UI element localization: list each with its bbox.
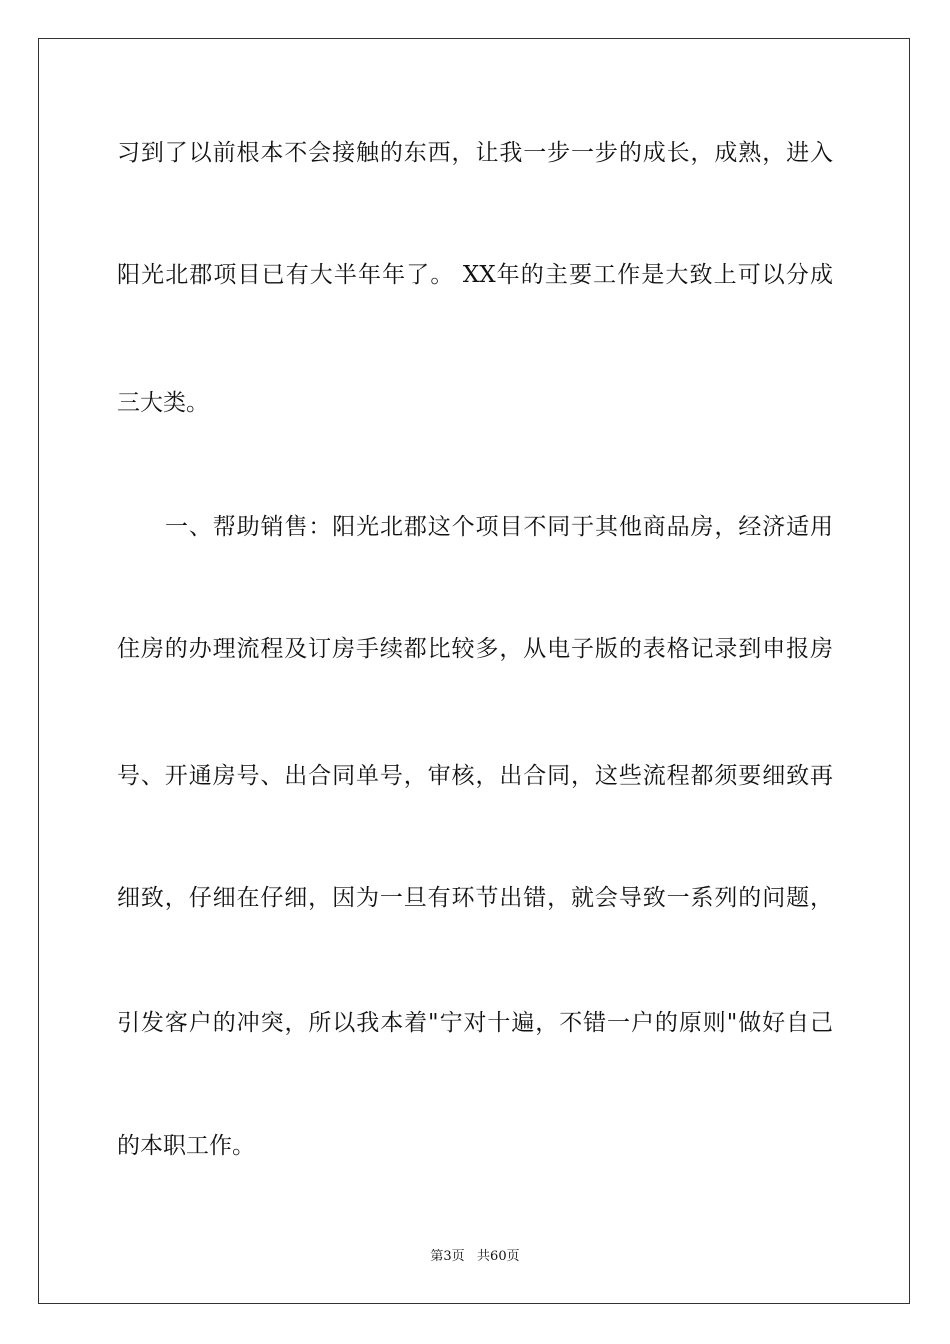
text-line: 的本职工作。 xyxy=(117,1133,255,1159)
text-line: 号、开通房号、出合同单号，审核，出合同，这些流程都须要细致再 xyxy=(117,763,833,789)
text-line: 一、帮助销售：阳光北郡这个项目不同于其他商品房，经济适用 xyxy=(165,514,833,540)
text-line: 三大类。 xyxy=(117,390,209,416)
text-line: 习到了以前根本不会接触的东西，让我一步一步的成长，成熟，进入 xyxy=(117,140,833,166)
text-line: 阳光北郡项目已有大半年年了。 XX年的主要工作是大致上可以分成 xyxy=(117,262,833,288)
text-line: 住房的办理流程及订房手续都比较多，从电子版的表格记录到申报房 xyxy=(117,636,833,662)
page-border xyxy=(38,38,910,1304)
text-line: 引发客户的冲突，所以我本着"宁对十遍，不错一户的原则"做好自己 xyxy=(117,1010,833,1036)
text-line: 细致，仔细在仔细，因为一旦有环节出错，就会导致一系列的问题， xyxy=(117,885,833,911)
page-footer: 第3页 共60页 xyxy=(430,1249,520,1264)
